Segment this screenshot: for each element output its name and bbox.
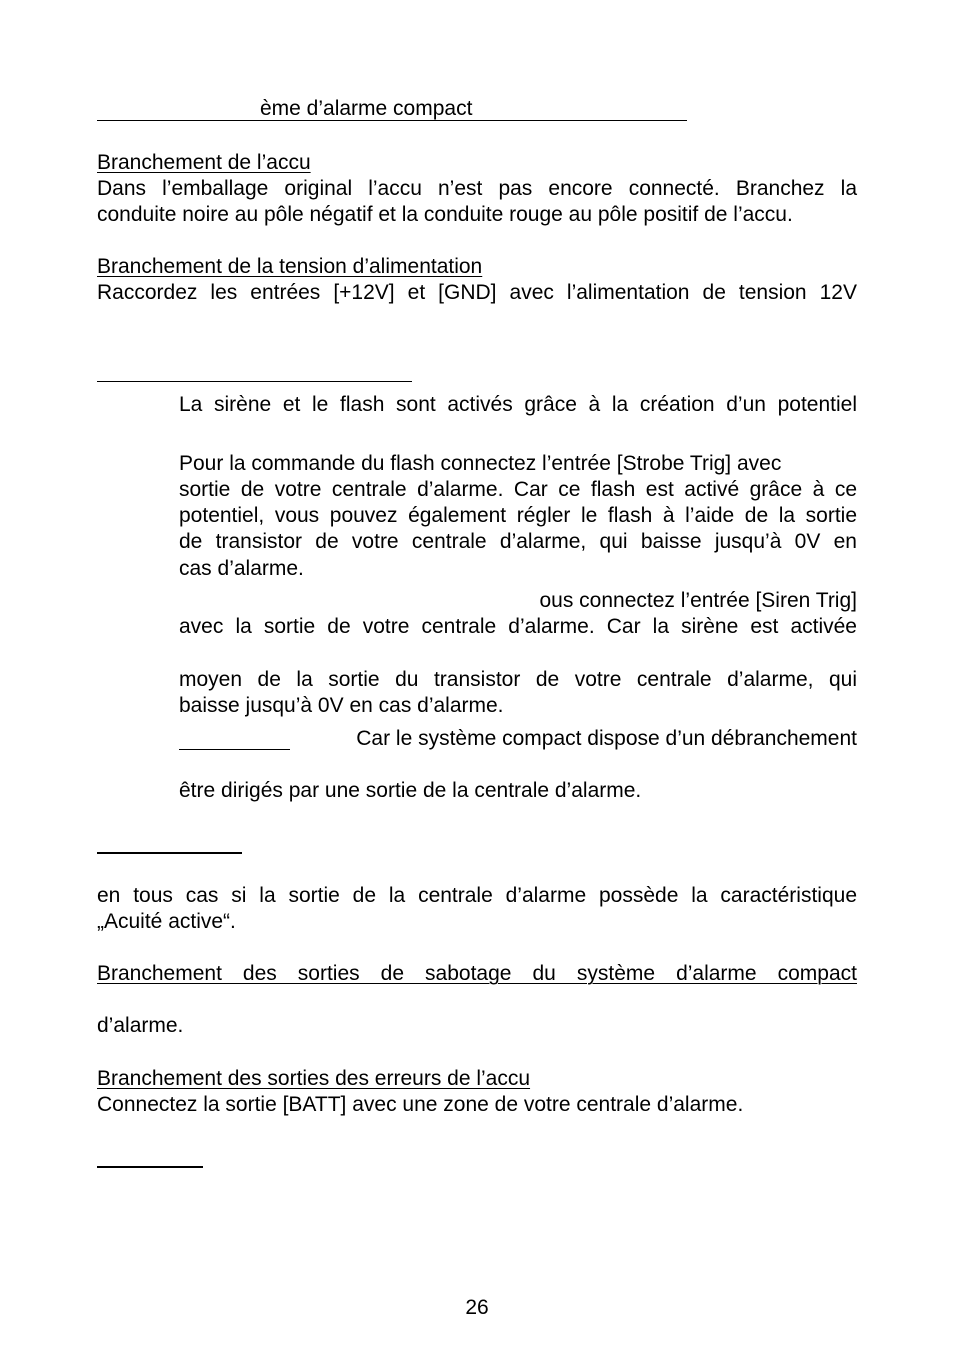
siren-line-4: baisse jusqu’à 0V en cas d’alarme. [179,694,504,717]
siren-line-3: moyen de la sortie du transistor de votre centrale d’alarme, qui [179,668,857,691]
accu-line-1: Dans l’emballage original l’accu n’est pas encore connecté. Branchez la [97,177,857,200]
section-heading-batt: Branchement des sorties des erreurs de l’accu [97,1067,531,1090]
section-heading-sabotage: Branchement des sorties de sabotage du système d’alarme compact [97,962,857,985]
strobe-line-3: potentiel, vous pouvez également régler le flash à l’aide de la sortie [179,504,857,527]
compact-line-2: être dirigés par une sortie de la centrale d’alarme. [179,779,642,802]
section-heading-accu: Branchement de l’accu [97,151,311,174]
compact-line-1: Car le système compact dispose d’un débranchement [356,727,857,750]
batt-line-1: Connectez la sortie [BATT] avec une zone de votre centrale d’alarme. [97,1093,744,1116]
trigger-intro-line: La sirène et le flash sont activés grâce à la création d’un potentiel [179,393,857,416]
section-heading-power: Branchement de la tension d’alimentation [97,255,483,278]
strobe-line-5: cas d’alarme. [179,557,304,580]
power-line-1: Raccordez les entrées [+12V] et [GND] avec l’alimentation de tension 12V [97,281,857,304]
acuite-line-2: „Acuité active“. [97,910,236,933]
siren-line-1: ous connectez l’entrée [Siren Trig] [539,589,857,612]
sabotage-line-1: d’alarme. [97,1014,184,1037]
strobe-line-1: Pour la commande du flash connectez l’entrée [Strobe Trig] avec [179,452,782,475]
siren-line-2: avec la sortie de votre centrale d’alarme. Car la sirène est activée [179,615,857,638]
trigger-heading-rule [97,381,412,382]
strobe-line-4: de transistor de votre centrale d’alarme, qui baisse jusqu’à 0V en [179,530,857,553]
compact-heading-rule [179,749,290,750]
acuite-heading-rule [97,852,242,854]
acuite-line-1: en tous cas si la sortie de la centrale d’alarme possède la caractéristique [97,884,857,907]
final-heading-rule [97,1166,203,1168]
strobe-line-2: sortie de votre centrale d’alarme. Car ce flash est activé grâce à ce [179,478,857,501]
accu-line-2: conduite noire au pôle négatif et la conduite rouge au pôle positif de l’accu. [97,203,793,226]
header-title-fragment: ème d’alarme compact [260,97,473,120]
page-number: 26 [465,1296,489,1319]
